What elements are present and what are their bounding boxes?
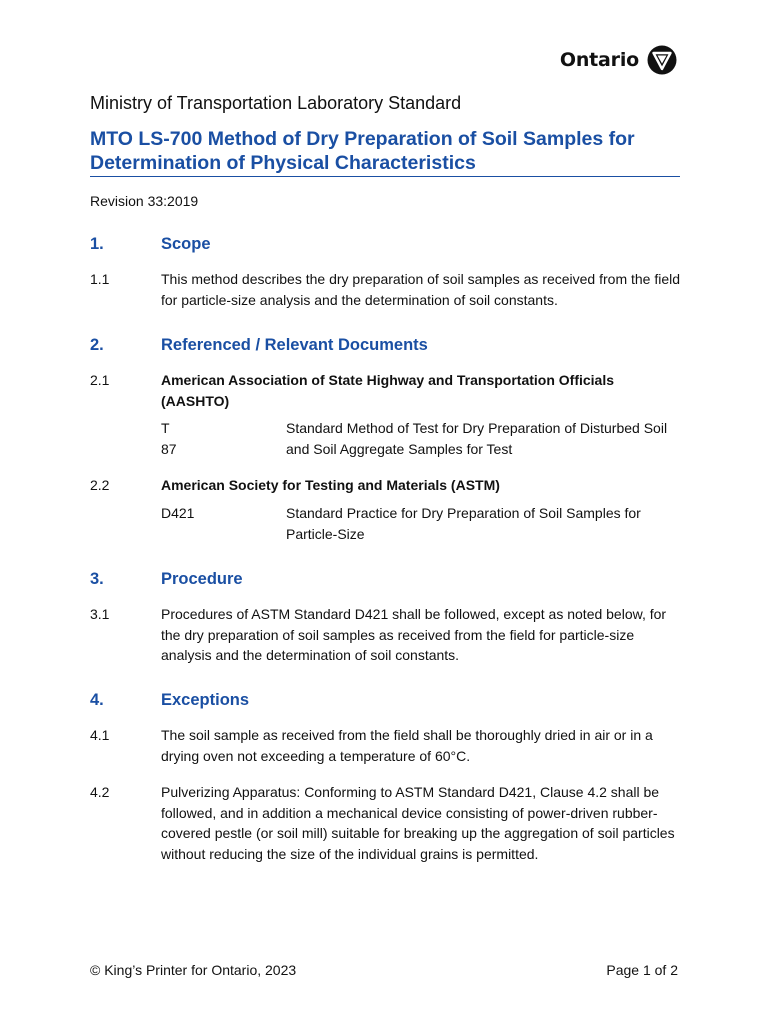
section-title: Procedure [161, 570, 243, 588]
paragraph-number: 3.1 [90, 606, 110, 622]
reference-organization: American Society for Testing and Materials (ASTM) [161, 477, 500, 493]
reference-title: Standard Practice for Dry Preparation of Soil Samples for Particle-Size [286, 505, 641, 542]
section-number: 1. [90, 235, 104, 253]
section-number: 3. [90, 570, 104, 588]
revision-label: Revision 33:2019 [90, 193, 199, 209]
paragraph-number: 4.2 [90, 784, 110, 800]
logo-text: Ontario [559, 49, 639, 71]
document-title: MTO LS-700 Method of Dry Preparation of Soil Samples for Determination of Physical Characteristics [90, 128, 635, 174]
paragraph-number: 2.2 [90, 477, 110, 493]
section-title: Exceptions [161, 691, 250, 709]
paragraph-number: 2.1 [90, 372, 110, 388]
section-number: 2. [90, 336, 104, 354]
reference-title: Standard Method of Test for Dry Preparation of Disturbed Soil and Soil Aggregate Samples for Test [286, 420, 668, 457]
section-number: 4. [90, 691, 104, 709]
paragraph-text: This method describes the dry preparation of soil samples as received from the field for particle-size analysis and the determination of soil constants. [161, 271, 681, 308]
section-title: Scope [161, 235, 211, 253]
trillium-logo-icon [647, 45, 677, 75]
page-number: Page 1 of 2 [606, 962, 678, 978]
ontario-logo [560, 45, 677, 75]
footer-copyright: © King’s Printer for Ontario, 2023 [90, 962, 297, 978]
section-title: Referenced / Relevant Documents [161, 336, 428, 354]
reference-code: D421 [161, 505, 195, 521]
paragraph-number: 1.1 [90, 271, 110, 287]
paragraph-number: 4.1 [90, 727, 110, 743]
reference-code: T 87 [161, 420, 177, 457]
ministry-label: Ministry of Transportation Laboratory Standard [90, 93, 462, 113]
paragraph-text: Pulverizing Apparatus: Conforming to ASTM Standard D421, Clause 4.2 shall be followed, and in addition a mechanical device consisting of power-driven rubber-covered pestle (or soil mill) suitable for breaking up the aggregation of soil particles without reducing the size of the individual grains is permitted. [161, 784, 675, 862]
title-divider [90, 176, 680, 177]
reference-organization: American Association of State Highway and Transportation Officials (AASHTO) [161, 372, 615, 409]
paragraph-text: Procedures of ASTM Standard D421 shall be followed, except as noted below, for the dry preparation of soil samples as received from the field for particle-size analysis and the determination of soil constants. [161, 606, 667, 663]
paragraph-text: The soil sample as received from the field shall be thoroughly dried in air or in a drying oven not exceeding a temperature of 60°C. [161, 727, 653, 764]
